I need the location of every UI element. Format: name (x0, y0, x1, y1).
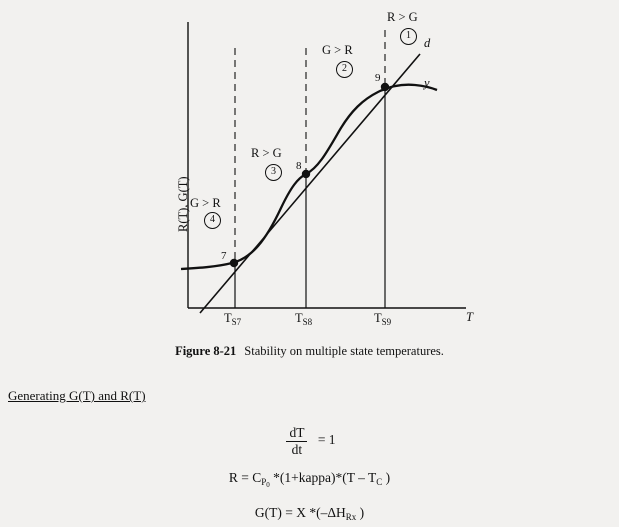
equation-1-rhs: = 1 (317, 432, 336, 448)
point-label-9: 9 (375, 72, 381, 84)
region-label-1: R > G (387, 10, 418, 24)
equation-3-sub: Rx (345, 512, 357, 522)
figure-caption-text: Stability on multiple state temperatures. (244, 344, 444, 358)
intersection-point-8 (302, 170, 310, 178)
section-heading: Generating G(T) and R(T) (8, 388, 146, 403)
region-number-4: 4 (204, 212, 221, 229)
x-axis-label: T (466, 310, 473, 324)
xtick-ts8: $T_{S8}$ (295, 311, 313, 327)
xtick-ts9: $T_{S9}$ (374, 311, 392, 327)
point-label-7: 7 (221, 250, 227, 262)
equation-3 (0, 505, 619, 522)
y-axis-label: R(T), G(T) (176, 176, 190, 232)
region-label-2: G > R (322, 43, 353, 57)
curve-label-y: y (424, 76, 430, 90)
equation-2-cp-sub2: 0 (266, 481, 270, 489)
removal-line (200, 54, 420, 313)
equation-3-equals: = X *(–ΔH (285, 505, 346, 520)
xtick-ts7: $T_{S7}$ (224, 311, 242, 327)
region-label-4: G > R (190, 196, 221, 210)
line-label-d: d (424, 36, 431, 50)
figure-caption (0, 344, 619, 359)
intersection-point-7 (230, 259, 238, 267)
equation-1 (0, 425, 619, 457)
equation-2-tc-sub: C (376, 477, 383, 487)
region-number-1: 1 (400, 28, 417, 45)
equation-2 (0, 470, 619, 489)
equation-2-tail: ) (382, 470, 391, 485)
region-label-3: R > G (251, 146, 282, 160)
equation-3-tail: ) (356, 505, 365, 520)
derivative-fraction (286, 425, 307, 457)
equation-2-mid: *(1+kappa)*(T – T (273, 470, 377, 485)
equation-2-cp-sub: P (261, 477, 267, 487)
equation-2-lhs: R (228, 470, 238, 485)
fraction-denominator: dt (291, 441, 303, 457)
region-number-2: 2 (336, 61, 353, 78)
figure-caption-number: Figure 8-21 (175, 344, 237, 358)
equation-3-lhs: G(T) (254, 505, 282, 520)
point-label-8: 8 (296, 160, 302, 172)
fraction-numerator: dT (286, 425, 307, 442)
equation-2-cp: C (252, 470, 262, 485)
equation-2-equals: = (241, 470, 249, 485)
region-number-3: 3 (265, 164, 282, 181)
intersection-point-9 (381, 83, 389, 91)
